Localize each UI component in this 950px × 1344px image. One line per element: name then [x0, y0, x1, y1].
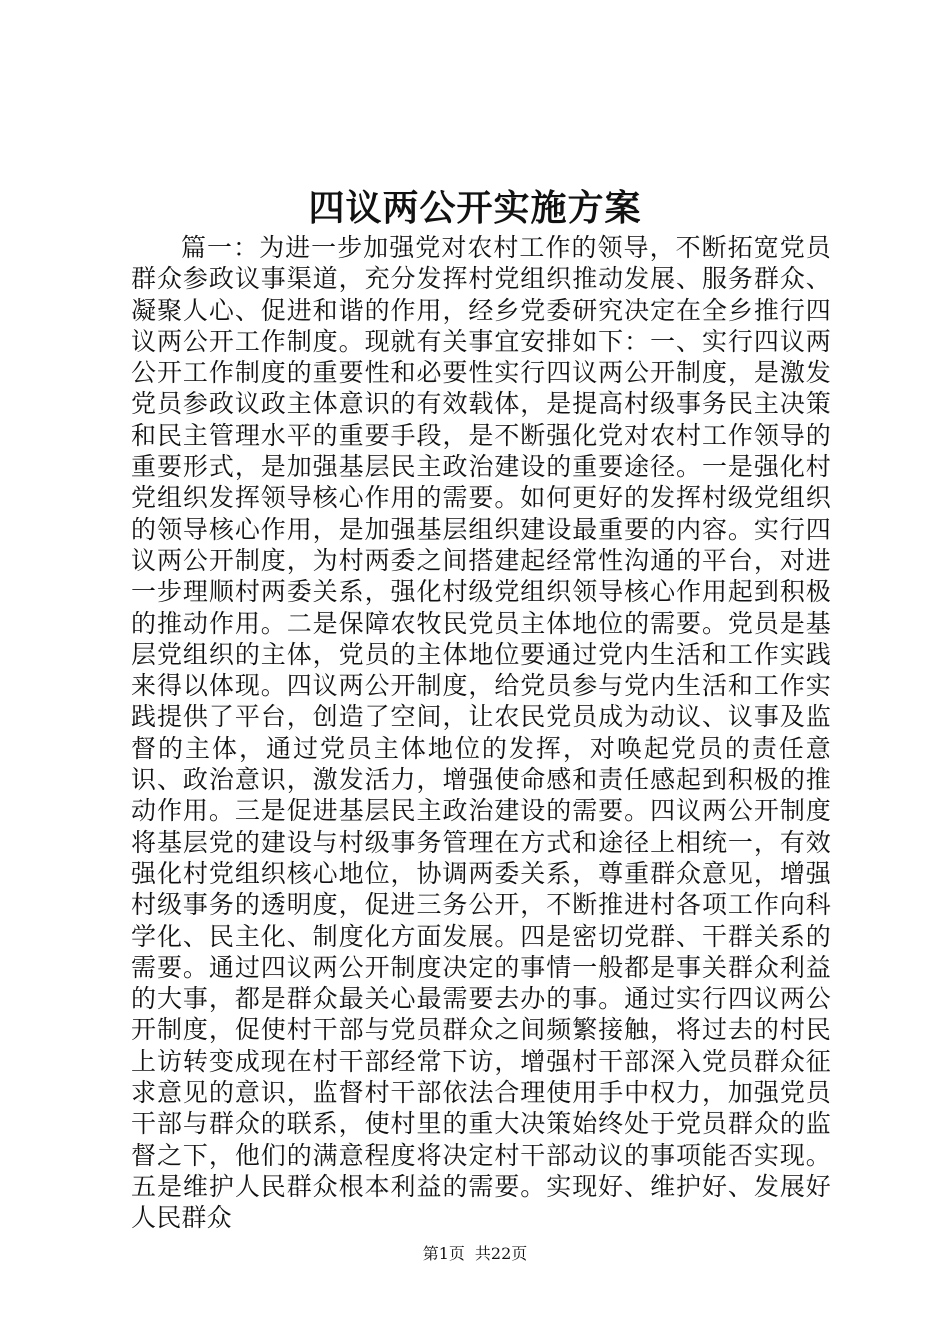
page-number-total: 共22页 — [474, 1244, 528, 1263]
document-body-paragraph: 篇一：为进一步加强党对农村工作的领导，不断拓宽党员群众参政议事渠道，充分发挥村党组织推动发展、服务群众、凝聚人心、促进和谐的作用，经乡党委研究决定在全乡推行四议两公开工作制度。现就有关事宜安排如下：一、实行四议两公开工作制度的重要性和必要性实行四议两公开制度，是激发党员参政议政主体意识的有效载体，是提高村级事务民主决策和民主管理水平的重要手段，是不断强化党对农村工作领导的重要形式，是加强基层民主政治建设的重要途径。一是强化村党组织发挥领导核心作用的需要。如何更好的发挥村级党组织的领导核心作用，是加强基层组织建设最重要的内容。实行四议两公开制度，为村两委之间搭建起经常性沟通的平台，对进一步理顺村两委关系，强化村级党组织领导核心作用起到积极的推动作用。二是保障农牧民党员主体地位的需要。党员是基层党组织的主体，党员的主体地位要通过党内生活和工作实践来得以体现。四议两公开制度，给党员参与党内生活和工作实践提供了平台，创造了空间，让农民党员成为动议、议事及监督的主体，通过党员主体地位的发挥，对唤起党员的责任意识、政治意识，激发活力，增强使命感和责任感起到积极的推动作用。三是促进基层民主政治建设的需要。四议两公开制度将基层党的建设与村级事务管理在方式和途径上相统一，有效强化村党组织核心地位，协调两委关系，尊重群众意见，增强村级事务的透明度，促进三务公开，不断推进村各项工作向科学化、民主化、制度化方面发展。四是密切党群、干群关系的需要。通过四议两公开制度决定的事情一般都是事关群众利益的大事，都是群众最关心最需要去办的事。通过实行四议两公开制度，促使村干部与党员群众之间频繁接触，将过去的村民上访转变成现在村干部经常下访，增强村干部深入党员群众征求意见的意识，监督村干部依法合理使用手中权力，加强党员干部与群众的联系，使村里的重大决策始终处于党员群众的监督之下，他们的满意程度将决定村干部动议的事项能否实现。五是维护人民群众根本利益的需要。实现好、维护好、发展好人民群众 — [131, 233, 831, 1233]
page-footer — [0, 1243, 950, 1265]
document-title: 四议两公开实施方案 — [308, 187, 642, 229]
page-number-current: 第1页 — [422, 1244, 465, 1263]
